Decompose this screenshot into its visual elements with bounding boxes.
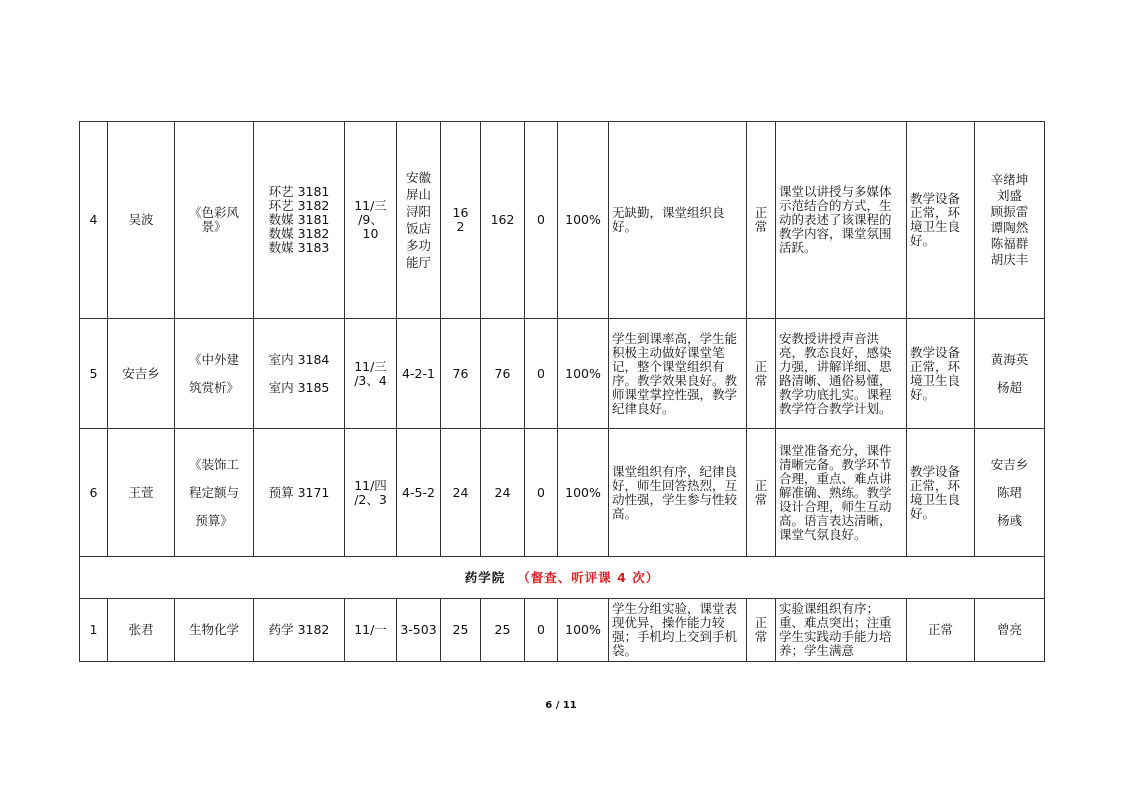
absent-count: 0	[525, 122, 558, 319]
planned-count: 16 2	[441, 122, 481, 319]
student-evaluation: 学生分组实验，课堂表现优异，操作能力较强；手机均上交到手机袋。	[609, 599, 747, 662]
class-time: 11/三 /9、 10	[345, 122, 397, 319]
table-row	[80, 319, 1045, 429]
section-note: （督查、听评课 4 次）	[517, 569, 660, 585]
class-time: 11/一	[345, 599, 397, 662]
order-status: 正 常	[747, 429, 776, 557]
facility-status: 正常	[907, 599, 975, 662]
inspector-list: 辛绪坤 刘盛 顾振雷 谭陶然 陈福群 胡庆丰	[975, 122, 1045, 319]
section-header	[80, 557, 1045, 599]
row-number: 6	[80, 429, 108, 557]
absent-count: 0	[525, 429, 558, 557]
actual-count: 162	[481, 122, 525, 319]
teacher-evaluation: 课堂以讲授与多媒体示范结合的方式，生动的表述了该课程的教学内容，课堂氛围活跃。	[776, 122, 907, 319]
course-name: 《装饰工 程定额与 预算》	[175, 429, 254, 557]
inspector-list: 曾亮	[975, 599, 1045, 662]
attendance-rate: 100%	[558, 429, 609, 557]
order-status: 正 常	[747, 599, 776, 662]
teacher-evaluation: 课堂准备充分，课件清晰完备。教学环节合理，重点、难点讲解准确、熟练。教学设计合理，师生互动高。语言表达清晰，课堂气氛良好。	[776, 429, 907, 557]
inspector-list: 黄海英 杨超	[975, 319, 1045, 429]
row-number: 4	[80, 122, 108, 319]
table-row	[80, 122, 1045, 319]
absent-count: 0	[525, 599, 558, 662]
teacher-name: 吴波	[108, 122, 175, 319]
classroom: 安徽 屏山 浔阳 饭店 多功 能厅	[397, 122, 441, 319]
student-evaluation: 学生到课率高，学生能积极主动做好课堂笔记，整个课堂组织有序。教学效果良好。教师课堂掌控性强，教学纪律良好。	[609, 319, 747, 429]
class-list: 药学 3182	[254, 599, 345, 662]
course-name: 《中外建 筑赏析》	[175, 319, 254, 429]
planned-count: 76	[441, 319, 481, 429]
classroom: 4-5-2	[397, 429, 441, 557]
class-list: 预算 3171	[254, 429, 345, 557]
attendance-rate: 100%	[558, 122, 609, 319]
teacher-name: 张君	[108, 599, 175, 662]
actual-count: 24	[481, 429, 525, 557]
section-title: 药学院	[464, 569, 506, 585]
actual-count: 76	[481, 319, 525, 429]
attendance-rate: 100%	[558, 319, 609, 429]
course-name: 生物化学	[175, 599, 254, 662]
page-number: 6 / 11	[545, 700, 577, 711]
row-number: 5	[80, 319, 108, 429]
course-name: 《色彩风 景》	[175, 122, 254, 319]
facility-status: 教学设备正常，环境卫生良好。	[907, 429, 975, 557]
planned-count: 24	[441, 429, 481, 557]
class-time: 11/三 /3、4	[345, 319, 397, 429]
class-time: 11/四 /2、3	[345, 429, 397, 557]
class-list: 室内 3184 室内 3185	[254, 319, 345, 429]
teacher-name: 王萱	[108, 429, 175, 557]
planned-count: 25	[441, 599, 481, 662]
facility-status: 教学设备正常，环境卫生良好。	[907, 122, 975, 319]
absent-count: 0	[525, 319, 558, 429]
table-row	[80, 599, 1045, 662]
inspection-table	[79, 121, 1045, 662]
attendance-rate: 100%	[558, 599, 609, 662]
inspector-list: 安吉乡 陈珺 杨彧	[975, 429, 1045, 557]
facility-status: 教学设备正常，环境卫生良好。	[907, 319, 975, 429]
actual-count: 25	[481, 599, 525, 662]
table-row	[80, 429, 1045, 557]
teacher-evaluation: 实验课组织有序；重、难点突出；注重学生实践动手能力培养；学生满意	[776, 599, 907, 662]
row-number: 1	[80, 599, 108, 662]
teacher-evaluation: 安教授讲授声音洪亮，教态良好，感染力强，讲解详细、思路清晰、通俗易懂，教学功底扎实。课程教学符合教学计划。	[776, 319, 907, 429]
student-evaluation: 课堂组织有序，纪律良好，师生回答热烈，互动性强，学生参与性较高。	[609, 429, 747, 557]
classroom: 3-503	[397, 599, 441, 662]
student-evaluation: 无缺勤，课堂组织良好。	[609, 122, 747, 319]
classroom: 4-2-1	[397, 319, 441, 429]
class-list: 环艺 3181 环艺 3182 数媒 3181 数媒 3182 数媒 3183	[254, 122, 345, 319]
section-header-row	[80, 557, 1045, 599]
order-status: 正 常	[747, 122, 776, 319]
teacher-name: 安吉乡	[108, 319, 175, 429]
order-status: 正 常	[747, 319, 776, 429]
